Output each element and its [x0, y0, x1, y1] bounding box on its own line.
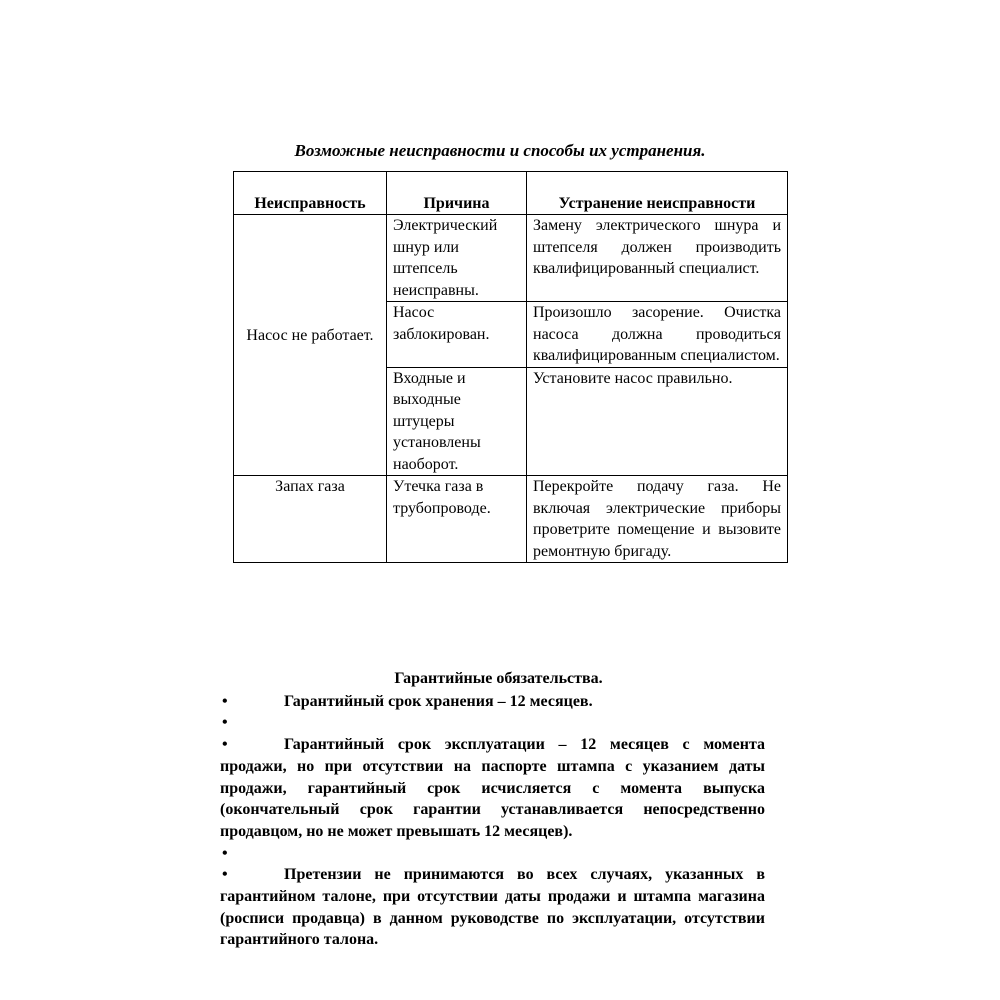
- warranty-item: [220, 691, 765, 713]
- page-title: Возможные неисправности и способы их устранения.: [294, 141, 706, 160]
- bullet-icon: •: [222, 714, 228, 732]
- cause-cell: Насос заблокирован.: [387, 302, 527, 368]
- warranty-section: [220, 668, 765, 951]
- warranty-item-text: Гарантийный срок эксплуатации – 12 месяцев с момента продажи, но при отсутствии на паспорте штампа с указанием даты продажи, гарантийный срок исчисляется с момента выпуска (окончательный срок гарантии устанавливается непосредственно продавцом, но не может превышать 12 месяцев).: [220, 736, 765, 840]
- header-fix: Устранение неисправности: [527, 172, 788, 215]
- header-fault: Неисправность: [234, 172, 387, 215]
- problem-cell: Запах газа: [234, 476, 387, 563]
- warranty-item: [220, 734, 765, 843]
- troubleshooting-table: [233, 171, 788, 563]
- fix-cell: Замену электрического шнура и штепселя должен производить квалифицированный специалист.: [527, 215, 788, 302]
- cause-cell: Электрический шнур или штепсель неисправны.: [387, 215, 527, 302]
- cause-cell: Входные и выходные штуцеры установлены наоборот.: [387, 367, 527, 476]
- problem-cell: Насос не работает.: [234, 215, 387, 476]
- bullet-icon: •: [222, 692, 228, 710]
- bullet-icon: •: [222, 844, 228, 862]
- fix-cell: Перекройте подачу газа. Не включая электрические приборы проветрите помещение и вызовите ремонтную бригаду.: [527, 476, 788, 563]
- table-row: [234, 476, 788, 563]
- cause-cell: Утечка газа в трубопроводе.: [387, 476, 527, 563]
- fix-cell: Произошло засорение. Очистка насоса должна проводиться квалифицированным специалистом.: [527, 302, 788, 368]
- warranty-item: [220, 864, 765, 951]
- table-row: [234, 215, 788, 302]
- warranty-title: Гарантийные обязательства.: [394, 670, 603, 687]
- table-header-row: [234, 172, 788, 215]
- warranty-item-text: Претензии не принимаются во всех случаях, указанных в гарантийном талоне, при отсутствии даты продажи и штампа магазина (росписи продавца) в данном руководстве по эксплуатации, отсутствии гарантийного талона.: [220, 866, 765, 949]
- warranty-item-text: Гарантийный срок хранения – 12 месяцев.: [284, 692, 593, 710]
- fix-cell: Установите насос правильно.: [527, 367, 788, 476]
- empty-bullet: [220, 712, 765, 734]
- header-cause: Причина: [387, 172, 527, 215]
- bullet-icon: •: [222, 736, 228, 754]
- empty-bullet: [220, 843, 765, 865]
- bullet-icon: •: [222, 866, 228, 884]
